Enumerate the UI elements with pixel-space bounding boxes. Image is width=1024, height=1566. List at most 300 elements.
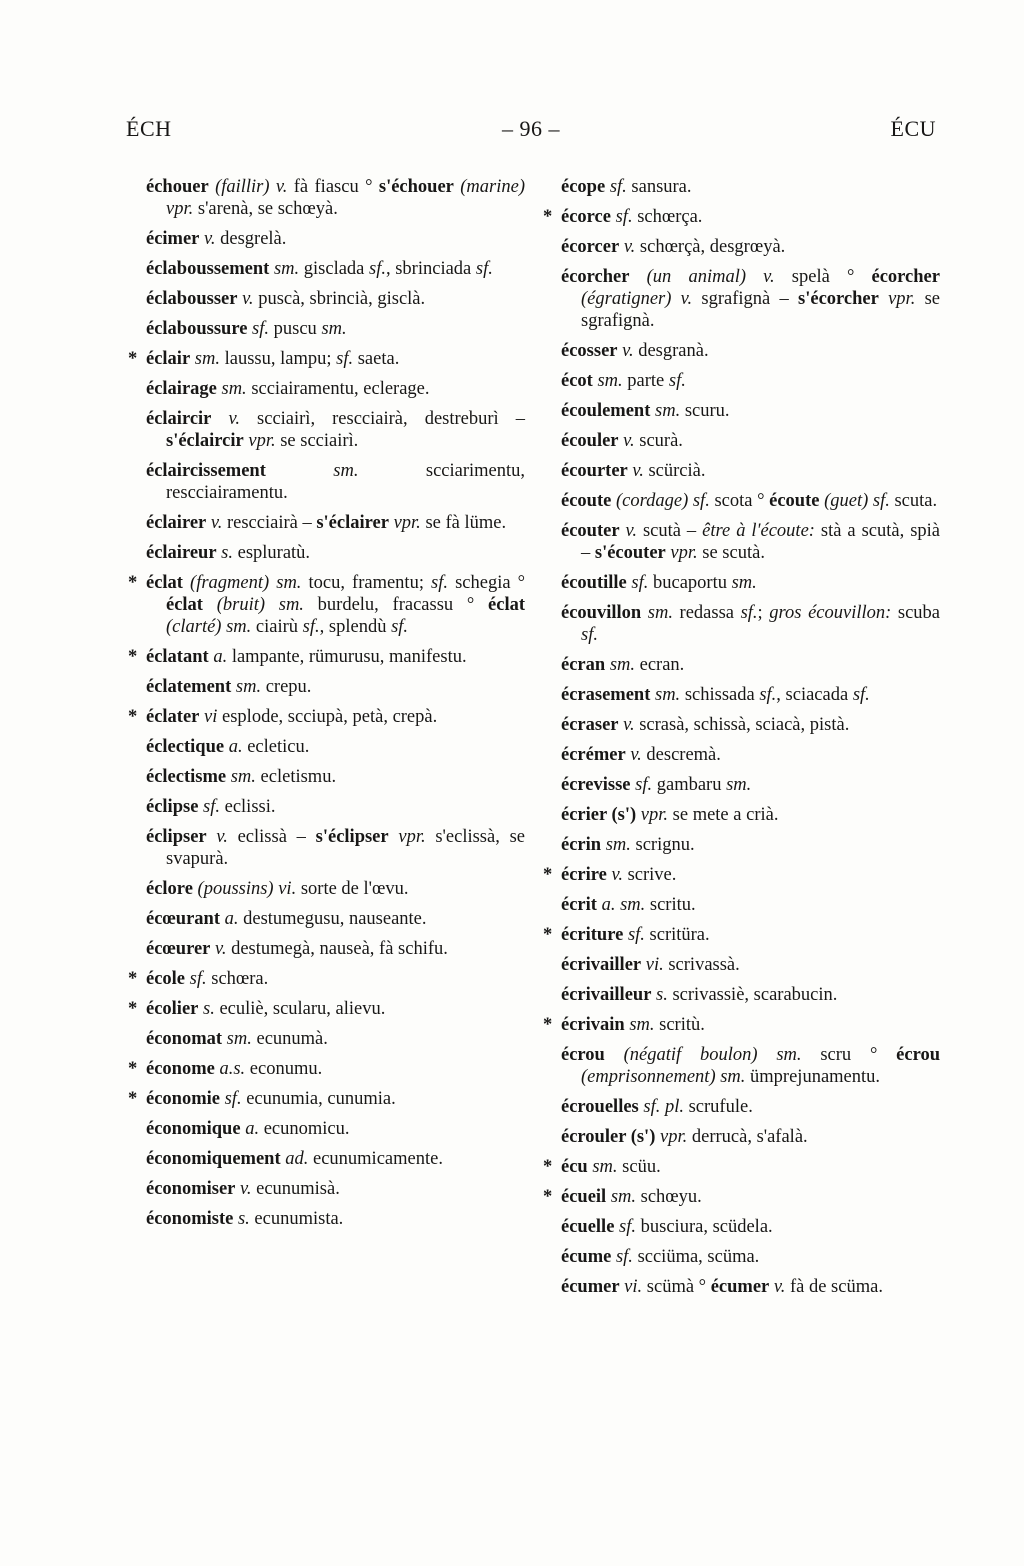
entry-text: s'écouter bbox=[594, 543, 666, 563]
entry-text: sm. bbox=[605, 655, 635, 675]
entry-text: s. bbox=[198, 999, 215, 1019]
entry-text: s'arenà, se schœyà. bbox=[193, 199, 338, 219]
entry-text: sm. bbox=[265, 461, 359, 481]
entry-text: se scutà. bbox=[697, 543, 765, 563]
headword: éclore bbox=[146, 879, 193, 899]
entry-text: ecunumicamente. bbox=[308, 1149, 443, 1169]
header-page-number: – 96 – bbox=[502, 116, 560, 141]
star-marker: * bbox=[128, 707, 138, 727]
star-marker: * bbox=[128, 999, 138, 1019]
dictionary-entry bbox=[146, 512, 525, 534]
dictionary-entry bbox=[146, 938, 525, 960]
entry-text: scutà – bbox=[636, 521, 703, 541]
entry-text: ecunomicu. bbox=[259, 1119, 350, 1139]
entry-text: a. bbox=[219, 909, 239, 929]
dictionary-entry bbox=[146, 258, 525, 280]
dictionary-entry bbox=[561, 654, 940, 676]
entry-text: se mete a crià. bbox=[668, 805, 779, 825]
dictionary-entry bbox=[561, 602, 940, 646]
entry-text: scciairamentu, eclerage. bbox=[246, 379, 430, 399]
entry-text: lampante, rümurusu, manifestu. bbox=[227, 647, 467, 667]
entry-text: sm. bbox=[226, 767, 256, 787]
entry-text: scciarimentu, rescciairamentu. bbox=[166, 461, 526, 503]
dictionary-entry bbox=[561, 774, 940, 796]
star-marker: * bbox=[128, 1089, 138, 1109]
entry-text: se sgrafignà. bbox=[581, 289, 940, 331]
entry-text: (négatif boulon) sm. bbox=[604, 1045, 802, 1065]
entry-text: (bruit) sm. bbox=[202, 595, 304, 615]
entry-text: ecletismu. bbox=[255, 767, 337, 787]
dictionary-entry bbox=[561, 984, 940, 1006]
dictionary-columns bbox=[128, 176, 941, 1306]
entry-text: schœrçà, desgrœyà. bbox=[635, 237, 786, 257]
entry-text: scürcià. bbox=[643, 461, 706, 481]
headword: écope bbox=[561, 177, 606, 197]
headword: écrier (s') bbox=[561, 805, 637, 825]
entry-text: s. bbox=[233, 1209, 250, 1229]
dictionary-entry bbox=[543, 1014, 940, 1036]
headword: écimer bbox=[146, 229, 200, 249]
entry-text: scrivassà. bbox=[663, 955, 740, 975]
headword: écrivailleur bbox=[561, 985, 652, 1005]
dictionary-entry bbox=[561, 520, 940, 564]
headword: écolier bbox=[146, 999, 199, 1019]
entry-text: scuru. bbox=[680, 401, 730, 421]
entry-text: eclissà – bbox=[227, 827, 316, 847]
dictionary-entry bbox=[146, 736, 525, 758]
headword: économiste bbox=[146, 1209, 234, 1229]
entry-text: scritüra. bbox=[644, 925, 710, 945]
entry-text: eclissi. bbox=[220, 797, 276, 817]
entry-text: gambaru bbox=[652, 775, 727, 795]
entry-text: gros écouvillon: bbox=[769, 603, 892, 623]
entry-text: puscu bbox=[269, 319, 322, 339]
entry-text: sm. bbox=[231, 677, 262, 697]
entry-text: vpr. bbox=[243, 431, 276, 451]
entry-text: scuta. bbox=[889, 491, 938, 511]
star-marker: * bbox=[128, 349, 138, 369]
entry-text: ecunumista. bbox=[249, 1209, 344, 1229]
entry-text: sf. bbox=[431, 573, 448, 593]
entry-text: schœrça. bbox=[632, 207, 703, 227]
entry-text: (cordage) sf. bbox=[611, 491, 710, 511]
headword: écriture bbox=[561, 925, 624, 945]
headword: économat bbox=[146, 1029, 223, 1049]
entry-text: puscà, sbrincià, gisclà. bbox=[253, 289, 426, 309]
entry-text: (guet) sf. bbox=[819, 491, 890, 511]
headword: écuelle bbox=[561, 1217, 615, 1237]
dictionary-entry bbox=[561, 1276, 940, 1298]
entry-text: sf. bbox=[391, 617, 409, 637]
star-marker: * bbox=[128, 573, 138, 593]
headword: économe bbox=[146, 1059, 215, 1079]
headword: économiquement bbox=[146, 1149, 281, 1169]
headword: écran bbox=[561, 655, 606, 675]
headword: économie bbox=[146, 1089, 220, 1109]
dictionary-entry bbox=[128, 572, 526, 638]
dictionary-entry bbox=[146, 826, 525, 870]
entry-text: sm. bbox=[606, 1187, 637, 1207]
entry-text: sf. bbox=[247, 319, 270, 339]
entry-text: sorte de l'œvu. bbox=[296, 879, 409, 899]
entry-text: sm. bbox=[216, 379, 247, 399]
entry-text: scru ° bbox=[801, 1045, 897, 1065]
headword: écrasement bbox=[561, 685, 651, 705]
entry-text: ecleticu. bbox=[242, 737, 310, 757]
entry-text: ; bbox=[757, 603, 770, 623]
entry-text: v. bbox=[606, 865, 623, 885]
entry-text: s'eclissà, se svapurà. bbox=[166, 827, 525, 869]
headword: éclatement bbox=[146, 677, 232, 697]
dictionary-entry bbox=[561, 804, 940, 826]
dictionary-entry bbox=[128, 706, 525, 728]
entry-text: econumu. bbox=[245, 1059, 323, 1079]
entry-text: , sbrinciada bbox=[385, 259, 476, 279]
entry-text: sf. bbox=[369, 259, 386, 279]
headword: éclaireur bbox=[146, 543, 217, 563]
dictionary-entry bbox=[543, 1156, 940, 1178]
entry-text: sm. bbox=[731, 573, 757, 593]
headword: éclaboussure bbox=[146, 319, 248, 339]
entry-text: (marine) vpr. bbox=[166, 177, 526, 219]
entry-text: sf. bbox=[668, 371, 686, 391]
headword: éclat bbox=[146, 573, 183, 593]
entry-text: a. sm. bbox=[596, 895, 646, 915]
dictionary-entry bbox=[128, 1088, 525, 1110]
entry-text: esplode, scciupà, petà, crepà. bbox=[217, 707, 438, 727]
entry-text: s'éclairer bbox=[316, 513, 389, 533]
headword: écosser bbox=[561, 341, 618, 361]
entry-text: v. bbox=[618, 715, 635, 735]
dictionary-entry bbox=[561, 266, 940, 332]
dictionary-entry bbox=[561, 1096, 940, 1118]
entry-text: v. bbox=[199, 229, 216, 249]
entry-text: saeta. bbox=[353, 349, 400, 369]
headword: écu bbox=[561, 1157, 588, 1177]
dictionary-entry bbox=[561, 460, 940, 482]
star-marker: * bbox=[543, 1187, 553, 1207]
entry-text: desgrelà. bbox=[215, 229, 287, 249]
entry-text: (poussins) vi. bbox=[192, 879, 297, 899]
entry-text: schegia ° bbox=[448, 573, 526, 593]
headword: écrevisse bbox=[561, 775, 631, 795]
dictionary-entry bbox=[128, 1058, 525, 1080]
dictionary-entry bbox=[561, 176, 940, 198]
entry-text: scrasà, schissà, sciacà, pistà. bbox=[634, 715, 850, 735]
headword: écoulement bbox=[561, 401, 651, 421]
entry-text: crepu. bbox=[261, 677, 312, 697]
entry-text: écumer bbox=[710, 1277, 770, 1297]
entry-text: busciura, scüdela. bbox=[636, 1217, 773, 1237]
entry-text: sf. bbox=[198, 797, 220, 817]
headword: éclaircir bbox=[146, 409, 212, 429]
headword: éclatant bbox=[146, 647, 209, 667]
entry-text: ad. bbox=[280, 1149, 309, 1169]
headword: écoute bbox=[561, 491, 612, 511]
entry-text: ecunumà. bbox=[251, 1029, 328, 1049]
dictionary-entry bbox=[561, 430, 940, 452]
star-marker: * bbox=[543, 1015, 553, 1035]
entry-text: sansura. bbox=[626, 177, 692, 197]
entry-text: vpr. bbox=[388, 827, 426, 847]
dictionary-entry bbox=[146, 176, 525, 220]
entry-text: s'éclaircir bbox=[166, 431, 244, 451]
headword: éclipse bbox=[146, 797, 199, 817]
headword: échouer bbox=[146, 177, 209, 197]
dictionary-entry bbox=[561, 400, 940, 422]
dictionary-entry bbox=[128, 968, 525, 990]
entry-text: écoute bbox=[769, 491, 820, 511]
dictionary-entry bbox=[561, 1044, 940, 1088]
headword: écorcer bbox=[561, 237, 620, 257]
headword: écouter bbox=[561, 521, 620, 541]
entry-text: scota ° bbox=[709, 491, 770, 511]
entry-text: sm. bbox=[269, 259, 300, 279]
entry-text: v. bbox=[206, 513, 223, 533]
entry-text: sm. bbox=[624, 1015, 655, 1035]
headword: économiser bbox=[146, 1179, 236, 1199]
entry-text: sm. bbox=[321, 319, 347, 339]
dictionary-entry bbox=[146, 1178, 525, 1200]
entry-text: a. bbox=[240, 1119, 260, 1139]
entry-text: a. bbox=[224, 737, 243, 757]
entry-text: sf. bbox=[605, 177, 627, 197]
entry-text: espluratù. bbox=[233, 543, 311, 563]
dictionary-entry bbox=[561, 1126, 940, 1148]
entry-text: schœra. bbox=[206, 969, 269, 989]
dictionary-entry bbox=[561, 340, 940, 362]
headword: écrémer bbox=[561, 745, 626, 765]
entry-text: ümprejunamentu. bbox=[745, 1067, 881, 1087]
entry-text: scrivassiè, scarabucin. bbox=[667, 985, 838, 1005]
headword: écorce bbox=[561, 207, 611, 227]
entry-text: desgranà. bbox=[633, 341, 709, 361]
entry-text: écrou bbox=[896, 1045, 940, 1065]
headword: éclipser bbox=[146, 827, 207, 847]
headword: écorcher bbox=[561, 267, 630, 287]
entry-text: destumegà, nauseà, fà schifu. bbox=[226, 939, 448, 959]
entry-text: parte bbox=[622, 371, 669, 391]
entry-text: v. bbox=[618, 431, 635, 451]
entry-text: vpr. bbox=[878, 289, 916, 309]
dictionary-entry bbox=[543, 206, 940, 228]
entry-text: gisclada bbox=[299, 259, 370, 279]
star-marker: * bbox=[128, 647, 138, 667]
headword: écœurant bbox=[146, 909, 220, 929]
entry-text: vpr. bbox=[665, 543, 698, 563]
dictionary-entry bbox=[146, 318, 525, 340]
entry-text: sf. bbox=[185, 969, 207, 989]
dictionary-entry bbox=[146, 542, 525, 564]
entry-text: éclat bbox=[166, 595, 203, 615]
dictionary-entry bbox=[561, 1246, 940, 1268]
star-marker: * bbox=[128, 1059, 138, 1079]
entry-text: scüu. bbox=[617, 1157, 661, 1177]
headword: écouvillon bbox=[561, 603, 642, 623]
dictionary-entry bbox=[561, 744, 940, 766]
entry-text: sf. bbox=[626, 573, 649, 593]
entry-text: scciüma, scüma. bbox=[632, 1247, 760, 1267]
entry-text: sf. bbox=[610, 207, 633, 227]
dictionary-entry bbox=[543, 924, 940, 946]
entry-text: sm. bbox=[650, 401, 681, 421]
dictionary-entry bbox=[146, 228, 525, 250]
star-marker: * bbox=[543, 1157, 553, 1177]
dictionary-entry bbox=[146, 408, 525, 452]
entry-text: a.s. bbox=[214, 1059, 246, 1079]
entry-text: scciairì, rescciairà, destreburì – bbox=[239, 409, 525, 429]
entry-text: v. bbox=[211, 409, 240, 429]
entry-text: sf. bbox=[611, 1247, 633, 1267]
entry-text: (emprisonnement) sm. bbox=[581, 1067, 746, 1087]
entry-text: ciairù bbox=[251, 617, 303, 637]
entry-text: vpr. bbox=[636, 805, 669, 825]
entry-text: vi bbox=[199, 707, 218, 727]
entry-text: v. bbox=[206, 827, 228, 847]
headword: écrouelles bbox=[561, 1097, 639, 1117]
entry-text: a. bbox=[208, 647, 228, 667]
entry-text: sm. bbox=[641, 603, 673, 623]
headword: école bbox=[146, 969, 186, 989]
dictionary-entry bbox=[146, 288, 525, 310]
entry-text: fà de scüma. bbox=[785, 1277, 883, 1297]
headword: écrivailler bbox=[561, 955, 642, 975]
entry-text: v. bbox=[235, 1179, 252, 1199]
headword: éclater bbox=[146, 707, 200, 727]
headword: écrouler (s') bbox=[561, 1127, 656, 1147]
entry-text: scuba bbox=[891, 603, 941, 623]
headword: éclairage bbox=[146, 379, 217, 399]
dictionary-entry bbox=[543, 864, 940, 886]
entry-text: ecran. bbox=[635, 655, 685, 675]
headword: écueil bbox=[561, 1187, 607, 1207]
entry-text: sm. bbox=[222, 1029, 252, 1049]
entry-text: vpr. bbox=[388, 513, 421, 533]
headword: écrit bbox=[561, 895, 597, 915]
entry-text: sm. bbox=[601, 835, 631, 855]
entry-text: éclat bbox=[488, 595, 525, 615]
dictionary-entry bbox=[561, 490, 940, 512]
entry-text: descremà. bbox=[641, 745, 721, 765]
headword: écrivain bbox=[561, 1015, 625, 1035]
entry-text: sf. bbox=[336, 349, 354, 369]
dictionary-entry bbox=[146, 1208, 525, 1230]
headword: éclaboussement bbox=[146, 259, 270, 279]
headword: éclabousser bbox=[146, 289, 238, 309]
headword: éclair bbox=[146, 349, 191, 369]
header-right-guideword: ÉCU bbox=[890, 116, 936, 141]
dictionary-entry bbox=[146, 676, 525, 698]
entry-text: sf. bbox=[581, 625, 598, 645]
entry-text: (clarté) sm. bbox=[166, 617, 252, 637]
entry-text: sf. bbox=[614, 1217, 637, 1237]
dictionary-entry bbox=[146, 1118, 525, 1140]
entry-text: rescciairà – bbox=[222, 513, 317, 533]
entry-text: écorcher bbox=[871, 267, 940, 287]
headword: éclectique bbox=[146, 737, 225, 757]
headword: éclairer bbox=[146, 513, 207, 533]
headword: écraser bbox=[561, 715, 619, 735]
entry-text: s. bbox=[651, 985, 668, 1005]
dictionary-entry bbox=[146, 378, 525, 400]
page-header bbox=[126, 116, 936, 142]
entry-text: scümà ° bbox=[642, 1277, 711, 1297]
entry-text: laussu, lampu; bbox=[219, 349, 337, 369]
entry-text: v. bbox=[619, 237, 636, 257]
headword: écœurer bbox=[146, 939, 211, 959]
entry-text: burdelu, fracassu ° bbox=[303, 595, 489, 615]
star-marker: * bbox=[543, 925, 553, 945]
headword: écumer bbox=[561, 1277, 620, 1297]
entry-text: (égratigner) v. bbox=[581, 289, 693, 309]
entry-text: sm. bbox=[587, 1157, 618, 1177]
entry-text: derrucà, s'afalà. bbox=[687, 1127, 808, 1147]
entry-text: sf. bbox=[852, 685, 870, 705]
headword: écume bbox=[561, 1247, 612, 1267]
dictionary-entry bbox=[561, 714, 940, 736]
entry-text: (fragment) sm. bbox=[182, 573, 302, 593]
dictionary-entry bbox=[128, 348, 525, 370]
dictionary-entry bbox=[146, 1148, 525, 1170]
entry-text: s'échouer bbox=[378, 177, 454, 197]
entry-text: sm. bbox=[592, 371, 623, 391]
dictionary-entry bbox=[128, 998, 525, 1020]
star-marker: * bbox=[128, 969, 138, 989]
entry-text: se scciairì. bbox=[275, 431, 359, 451]
headword: éclaircissement bbox=[146, 461, 266, 481]
entry-text: , sciacada bbox=[776, 685, 853, 705]
entry-text: sf. bbox=[740, 603, 758, 623]
entry-text: stà a scutà, spià – bbox=[581, 521, 941, 563]
entry-text: (faillir) v. bbox=[208, 177, 288, 197]
entry-text: v. bbox=[237, 289, 254, 309]
dictionary-entry bbox=[561, 834, 940, 856]
entry-text: ecunumisà. bbox=[251, 1179, 340, 1199]
entry-text: scritu. bbox=[645, 895, 696, 915]
entry-text: v. bbox=[769, 1277, 786, 1297]
column-right bbox=[543, 176, 941, 1306]
header-left-guideword: ÉCH bbox=[126, 116, 172, 141]
dictionary-entry bbox=[146, 1028, 525, 1050]
dictionary-entry bbox=[146, 766, 525, 788]
entry-text: (un animal) v. bbox=[629, 267, 775, 287]
entry-text: se fà lüme. bbox=[420, 513, 507, 533]
headword: écrire bbox=[561, 865, 607, 885]
entry-text: redassa bbox=[672, 603, 741, 623]
entry-text: v. bbox=[619, 521, 637, 541]
dictionary-entry bbox=[561, 954, 940, 976]
entry-text: s'écorcher bbox=[798, 289, 879, 309]
entry-text: v. bbox=[210, 939, 227, 959]
entry-text: sf. bbox=[475, 259, 493, 279]
dictionary-entry bbox=[543, 1186, 940, 1208]
entry-text: v. bbox=[625, 745, 642, 765]
entry-text: schissada bbox=[680, 685, 760, 705]
entry-text: sm. bbox=[650, 685, 681, 705]
entry-text: ecunumia, cunumia. bbox=[241, 1089, 396, 1109]
dictionary-entry bbox=[146, 908, 525, 930]
entry-text: sf. bbox=[630, 775, 653, 795]
entry-text: sf. bbox=[219, 1089, 242, 1109]
star-marker: * bbox=[543, 865, 553, 885]
entry-text: schœyu. bbox=[636, 1187, 702, 1207]
entry-text: destumegusu, nauseante. bbox=[238, 909, 427, 929]
entry-text: vpr. bbox=[655, 1127, 688, 1147]
entry-text: , splendù bbox=[319, 617, 392, 637]
dictionary-entry bbox=[146, 878, 525, 900]
dictionary-entry bbox=[146, 460, 525, 504]
headword: éclectisme bbox=[146, 767, 227, 787]
